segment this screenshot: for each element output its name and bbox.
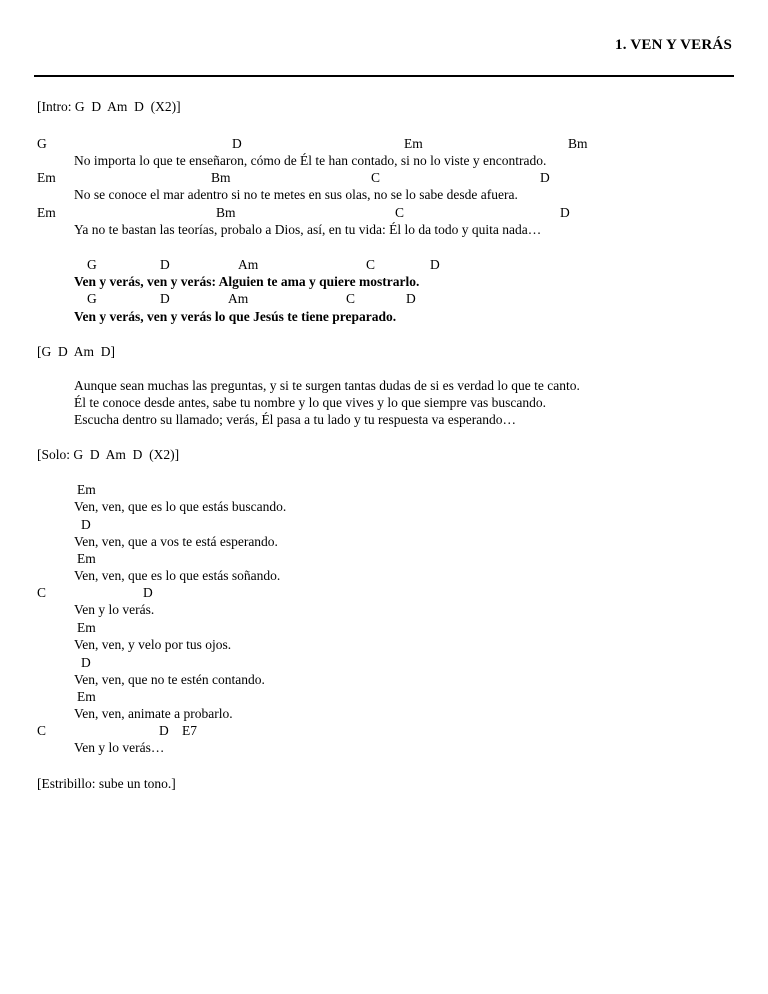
chord: Em [77, 689, 96, 704]
title-divider [34, 75, 734, 77]
lyric-line: Ven, ven, que a vos te está esperando. [74, 534, 278, 549]
chord: D [159, 723, 169, 738]
chord: Em [37, 205, 56, 220]
lyric-line: Ven y lo verás… [74, 740, 165, 755]
chord: Am [238, 257, 259, 272]
chord: Bm [211, 170, 231, 185]
lyric-line: Ven, ven, que no te estén contando. [74, 672, 265, 687]
chord: Em [404, 136, 423, 151]
chord: G [87, 257, 97, 272]
solo-chords: [Solo: G D Am D (X2)] [37, 447, 180, 462]
lyric-line: No se conoce el mar adentro si no te metes en sus olas, no se lo sabe desde afuera. [74, 187, 518, 202]
chord: C [366, 257, 376, 272]
chord: Em [77, 551, 96, 566]
lyric-line: Escucha dentro su llamado; verás, Él pasa a tu lado y tu respuesta va esperando… [74, 412, 516, 427]
chord: Em [77, 620, 96, 635]
lyric-line: Ya no te bastan las teorías, probalo a Dios, así, en tu vida: Él lo da todo y quita nada… [74, 222, 542, 237]
chorus-line: Ven y verás, ven y verás: Alguien te ama y quiere mostrarlo. [74, 274, 420, 289]
lyric-line: Ven, ven, y velo por tus ojos. [74, 637, 232, 652]
chord: D [406, 291, 416, 306]
lyric-line: Ven, ven, que es lo que estás buscando. [74, 499, 287, 514]
chord: Bm [568, 136, 588, 151]
chord: C [346, 291, 356, 306]
chord: Em [37, 170, 56, 185]
chord: Em [77, 482, 96, 497]
lyric-line: Ven, ven, que es lo que estás soñando. [74, 568, 281, 583]
chord: C [37, 585, 47, 600]
chorus-line: Ven y verás, ven y verás lo que Jesús te tiene preparado. [74, 309, 397, 324]
chord: D [160, 291, 170, 306]
chord: Am [228, 291, 249, 306]
chord: Bm [216, 205, 236, 220]
outro-note: [Estribillo: sube un tono.] [37, 776, 176, 791]
chord: E7 [182, 723, 197, 738]
lyric-line: Ven, ven, animate a probarlo. [74, 706, 233, 721]
chord: D [160, 257, 170, 272]
chord: C [395, 205, 405, 220]
interlude-chords: [G D Am D] [37, 344, 115, 359]
lyric-line: Aunque sean muchas las preguntas, y si te surgen tantas dudas de si es verdad lo que te canto. [74, 378, 580, 393]
chord: C [37, 723, 47, 738]
lyric-line: No importa lo que te enseñaron, cómo de Él te han contado, si no lo viste y encontrado. [74, 153, 547, 168]
intro-chords: [Intro: G D Am D (X2)] [37, 99, 181, 114]
lyric-line: Ven y lo verás. [74, 602, 155, 617]
chord: D [143, 585, 153, 600]
chord: D [232, 136, 242, 151]
song-title: 1. VEN Y VERÁS [615, 37, 732, 53]
chord: D [81, 655, 91, 670]
chord: D [430, 257, 440, 272]
chord: C [371, 170, 381, 185]
chord: G [37, 136, 47, 151]
chord: D [81, 517, 91, 532]
chord: G [87, 291, 97, 306]
chord: D [540, 170, 550, 185]
lyric-line: Él te conoce desde antes, sabe tu nombre y lo que vives y lo que siempre vas buscando. [74, 395, 546, 410]
chord: D [560, 205, 570, 220]
